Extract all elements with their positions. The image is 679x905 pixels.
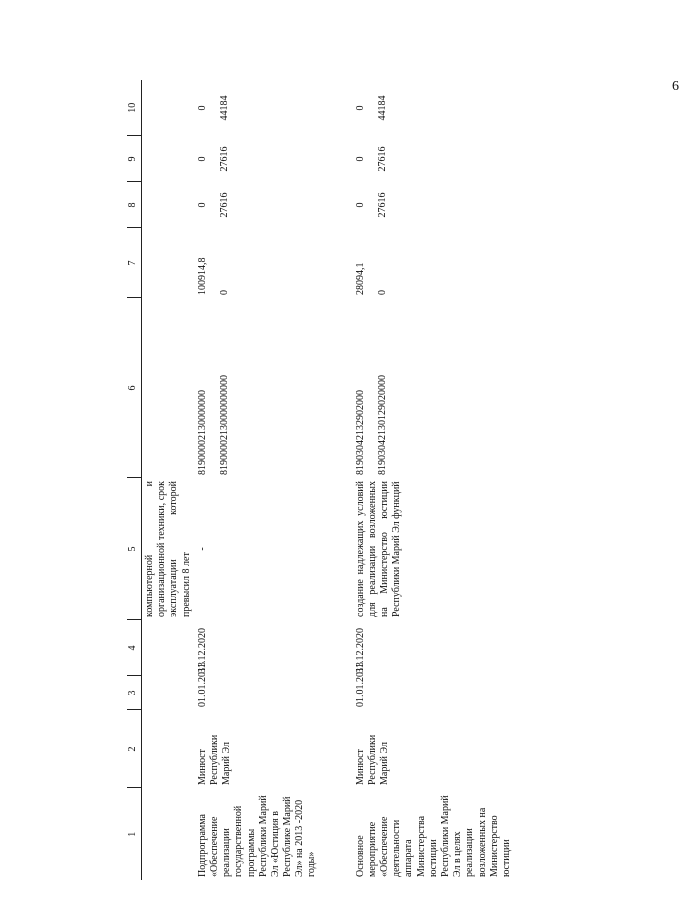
responsible: Минюст Республики Марий Эл — [354, 734, 390, 785]
col-header-9: 9 — [127, 136, 142, 182]
continuation-text: компьютерной и организационной техники, срок эксплуатации которой превысил 8 лет — [144, 481, 192, 617]
code-cell — [353, 298, 515, 478]
value7-b: 0 — [376, 290, 388, 295]
col-header-2: 2 — [127, 710, 142, 788]
start-date: 01.01.2013 — [196, 662, 208, 707]
value9-b: 27616 — [376, 146, 388, 172]
value9-b: 27616 — [218, 146, 230, 172]
value8-cell — [195, 182, 321, 228]
value7-a: 28094,1 — [354, 262, 366, 295]
value7-cell — [195, 228, 321, 298]
value9-a: 0 — [354, 156, 366, 162]
rotated-table — [127, 80, 637, 880]
col-header-1: 1 — [127, 788, 142, 880]
value10-b: 44184 — [376, 95, 388, 121]
budget-table — [127, 80, 515, 880]
row-name: Основное мероприятие «Обеспечение деятельности аппарата Министерства юстиции Республики Марий Эл в целях реализации возложенных на Министерство юстиции — [354, 795, 512, 877]
value7-cell — [353, 228, 515, 298]
value10-b: 44184 — [218, 95, 230, 121]
page-number: 6 — [672, 79, 679, 94]
col-header-5: 5 — [127, 478, 142, 620]
responsible: Минюст Республики Марий Эл — [196, 734, 233, 785]
value10-a: 0 — [196, 105, 208, 111]
value7-a: 100914,8 — [196, 257, 208, 295]
result: создание надлежащих условий для реализации возложенных на Министерство юстиции Республики Марий Эл функций — [354, 481, 403, 617]
value8-b: 27616 — [376, 192, 388, 218]
value8-a: 0 — [354, 202, 366, 208]
result: - — [196, 547, 208, 551]
code-cell — [195, 298, 321, 478]
col-header-4: 4 — [127, 620, 142, 676]
value9-cell — [195, 136, 321, 182]
row-name: Подпрограмма «Обеспечение реализации государственной программы Республики Марий Эл «Юстиция в Республике Марий Эл» на 2013 -2020 годы» — [196, 795, 318, 877]
value7-b: 0 — [218, 290, 230, 295]
table-row — [353, 80, 515, 880]
col-header-7: 7 — [127, 228, 142, 298]
value9-cell — [353, 136, 515, 182]
value8-a: 0 — [196, 202, 208, 208]
value10-a: 0 — [354, 105, 366, 111]
end-date: 31.12.2020 — [196, 628, 208, 673]
code-b: 81900002130000000000 — [218, 375, 230, 475]
continuation-row — [142, 80, 195, 880]
col-header-10: 10 — [127, 80, 142, 136]
table-row — [195, 80, 321, 880]
end-date: 31.12.2020 — [354, 628, 366, 673]
value8-cell — [353, 182, 515, 228]
col-header-6: 6 — [127, 298, 142, 478]
code-b: 81903042130129020000 — [376, 375, 388, 475]
value10-cell — [195, 80, 321, 136]
col-header-3: 3 — [127, 676, 142, 710]
value9-a: 0 — [196, 156, 208, 162]
col-header-8: 8 — [127, 182, 142, 228]
header-row — [127, 80, 142, 880]
value10-cell — [353, 80, 515, 136]
code-a: 81903042132902000 — [354, 390, 366, 475]
value8-b: 27616 — [218, 192, 230, 218]
code-a: 81900002130000000 — [196, 390, 208, 475]
start-date: 01.01.2013 — [354, 662, 366, 707]
